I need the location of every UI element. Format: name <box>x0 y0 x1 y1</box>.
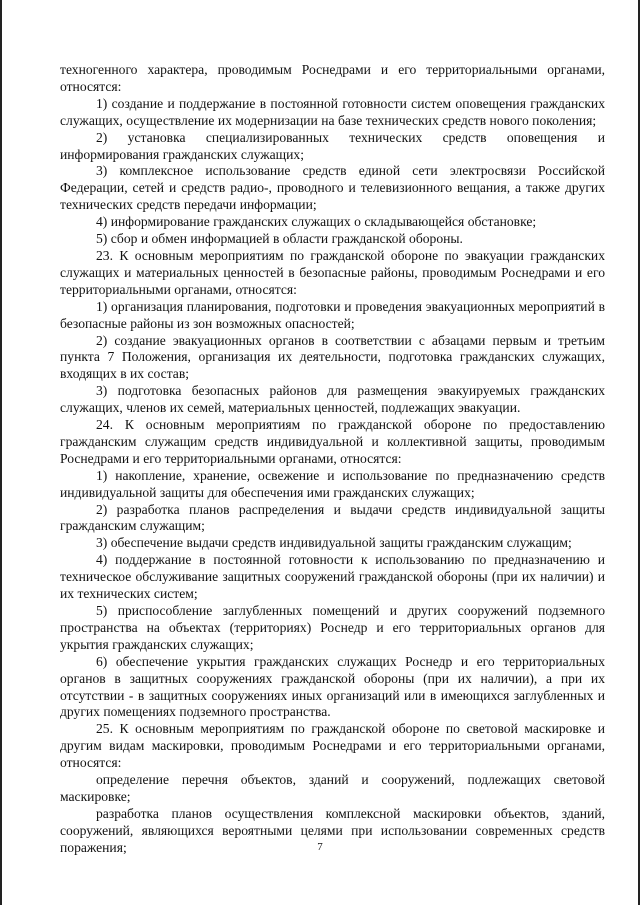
paragraph: 1) организация планирования, подготовки и проведения эвакуационных мероприятий в безопасные районы из зон возможных опасностей; <box>60 298 605 331</box>
paragraph: 4) поддержание в постоянной готовности к использованию по предназначению и техническое обслуживание защитных сооружений гражданской обороны (при их наличии) и их технических систем; <box>60 552 605 602</box>
paragraph: 2) разработка планов распределения и выдачи средств индивидуальной защиты гражданским служащим; <box>60 501 605 534</box>
paragraph: определение перечня объектов, зданий и сооружений, подлежащих световой маскировке; <box>60 772 605 804</box>
paragraph: разработка планов осуществления комплексной маскировки объектов, зданий, сооружений, являющихся вероятными целями при использовании современных средств поражения; <box>60 805 605 855</box>
left-scan-edge <box>0 0 2 905</box>
paragraph: 25. К основным мероприятиям по гражданской обороне по световой маскировке и другим видам маскировки, проводимым Роснедрами и его территориальными органами, относятся: <box>60 721 605 771</box>
paragraph: 2) установка специализированных технических средств оповещения и информирования гражданских служащих; <box>60 129 605 162</box>
paragraph: 3) комплексное использование средств единой сети электросвязи Российской Федерации, сетей и средств радио-, проводного и телевизионного вещания, а также других технических средств передачи информации; <box>60 163 605 213</box>
paragraph: 5) сбор и обмен информацией в области гражданской обороны. <box>96 231 463 247</box>
paragraph: 24. К основным мероприятиям по гражданской обороне по предоставлению гражданским служащим средств индивидуальной и коллективной защиты, проводимым Роснедрами и его территориальными органами, относятся: <box>60 417 605 466</box>
paragraph: 1) создание и поддержание в постоянной готовности систем оповещения гражданских служащих, осуществление их модернизации на базе технических средств нового поколения; <box>60 95 605 128</box>
document-body <box>60 62 605 857</box>
paragraph: 3) обеспечение выдачи средств индивидуальной защиты гражданским служащим; <box>96 535 572 551</box>
paragraph: техногенного характера, проводимым Роснедрами и его территориальными органами, относятся: <box>60 62 605 94</box>
paragraph: 2) создание эвакуационных органов в соответствии с абзацами первым и третьим пункта 7 Положения, организация их деятельности, подготовка гражданских служащих, входящих в их состав; <box>60 332 605 382</box>
paragraph: 23. К основным мероприятиям по гражданской обороне по эвакуации гражданских служащих и материальных ценностей в безопасные районы, проводимым Роснедрами и его территориальными органами, относятся: <box>60 247 605 297</box>
paragraph: 5) приспособление заглубленных помещений и других сооружений подземного пространства на объектах (территориях) Роснедр и его территориальных органов для укрытия гражданских служащих; <box>60 603 605 652</box>
page-number: 7 <box>317 841 323 853</box>
paragraph: 6) обеспечение укрытия гражданских служащих Роснедр и его территориальных органов в защитных сооружениях гражданской обороны (при их наличии), а при их отсутствии - в защитных сооружениях иных организаций или в имеющихся заглубленных и других помещениях подземного пространства. <box>60 653 605 720</box>
paragraph: 1) накопление, хранение, освежение и использование по предназначению средств индивидуальной защиты для обеспечения ими гражданских служащих; <box>60 467 605 500</box>
paragraph: 3) подготовка безопасных районов для размещения эвакуируемых гражданских служащих, членов их семей, материальных ценностей, подлежащих эвакуации. <box>60 383 605 416</box>
paragraph: 4) информирование гражданских служащих о складывающейся обстановке; <box>96 214 537 230</box>
